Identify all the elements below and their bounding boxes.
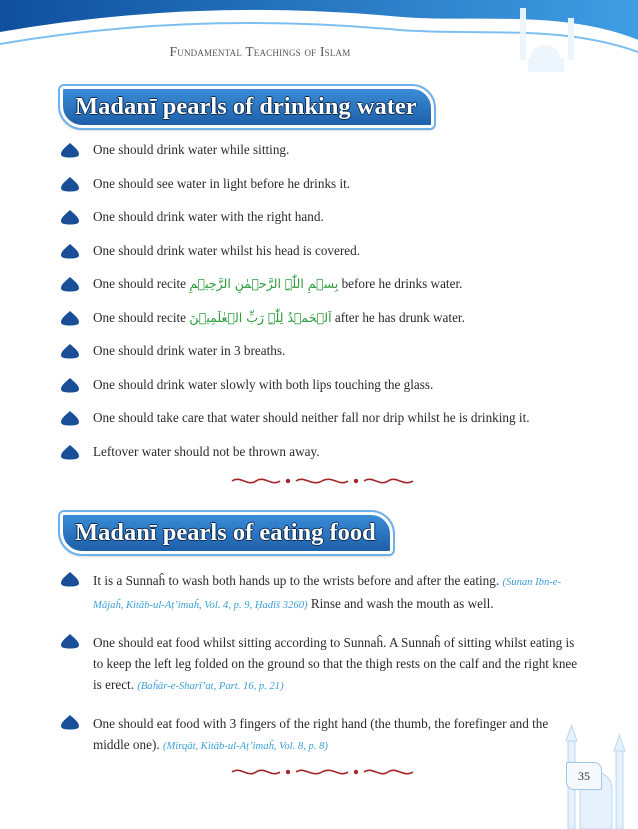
- section-heading-eating-food: Madanī pearls of eating food: [60, 512, 393, 554]
- list-item-text: It is a Sunnaĥ to wash both hands up to the wrists before and after the eating. (Sunan Ibn-e-Mājaĥ, Kitāb-ul-Aṭ’imaĥ, Vol. 4, p. 9, Ḥadīš 3260) Rinse and wash the mouth as well.: [93, 573, 561, 611]
- teardrop-bullet-icon: [60, 342, 93, 364]
- list-item: [60, 208, 580, 242]
- list-item-text: One should eat food with 3 fingers of the right hand (the thumb, the forefinger and the middle one). (Mirqāt, Kitāb-ul-Aṭ’imaĥ, Vol. 8, p. 8): [93, 716, 549, 752]
- teardrop-bullet-icon: [60, 570, 93, 593]
- list-item: [60, 342, 580, 376]
- list-item-text: One should eat food whilst sitting according to Sunnaĥ. A Sunnaĥ of sitting whilst eating is to keep the left leg folded on the ground so that the thigh rests on the calf and the right knee is erect. (Baĥār-e-Sharī’at, Part. 16, p. 21): [93, 635, 578, 692]
- list-item: [60, 275, 580, 309]
- ornament-divider: [230, 474, 415, 488]
- list-item-text: One should drink water while sitting.: [93, 142, 290, 157]
- ornament-divider: [230, 765, 415, 779]
- list-item: [60, 409, 580, 443]
- teardrop-bullet-icon: [60, 409, 93, 431]
- teardrop-bullet-icon: [60, 175, 93, 197]
- teardrop-bullet-icon: [60, 275, 93, 297]
- section-heading-drinking-water: Madanī pearls of drinking water: [60, 86, 434, 128]
- list-item: [60, 713, 580, 757]
- list-item: [60, 242, 580, 276]
- arabic-basmala: بِسۡمِ اللّٰہِ الرَّحۡمٰنِ الرَّحِیۡمِ: [189, 276, 339, 291]
- list-item: [60, 443, 580, 477]
- running-head: Fundamental Teachings of Islam: [169, 44, 351, 59]
- list-item-text: One should take care that water should neither fall nor drip whilst he is drinking it.: [93, 410, 530, 425]
- list-item-text: One should drink water in 3 breaths.: [93, 343, 286, 358]
- eating-food-list: [60, 570, 580, 757]
- teardrop-bullet-icon: [60, 208, 93, 230]
- teardrop-bullet-icon: [60, 443, 93, 465]
- teardrop-bullet-icon: [60, 632, 93, 655]
- list-item-text: One should drink water with the right hand.: [93, 209, 324, 224]
- teardrop-bullet-icon: [60, 713, 93, 736]
- list-item: [60, 570, 580, 616]
- drinking-water-list: [60, 141, 580, 476]
- teardrop-bullet-icon: [60, 309, 93, 331]
- citation: (Mirqāt, Kitāb-ul-Aṭ’imaĥ, Vol. 8, p. 8): [162, 741, 328, 752]
- teardrop-bullet-icon: [60, 141, 93, 163]
- list-item: [60, 376, 580, 410]
- arabic-hamd: اَلۡحَمۡدُ لِلّٰہِ رَبِّ الۡعٰلَمِیۡنَ: [189, 309, 332, 325]
- list-item: [60, 141, 580, 175]
- teardrop-bullet-icon: [60, 376, 93, 398]
- citation: (Sunan Ibn-e-Mājaĥ, Kitāb-ul-Aṭ’imaĥ, Vol. 4, p. 9, Ḥadīš 3260): [93, 577, 561, 611]
- teardrop-bullet-icon: [60, 242, 93, 264]
- list-item-text: One should see water in light before he drinks it.: [93, 175, 351, 191]
- list-item-text: One should recite اَلۡحَمۡدُ لِلّٰہِ رَبِّ الۡعٰلَمِیۡنَ after he has drunk water.: [93, 309, 465, 325]
- citation: (Baĥār-e-Sharī’at, Part. 16, p. 21): [137, 681, 284, 692]
- list-item-text: Leftover water should not be thrown away.: [93, 443, 320, 459]
- list-item: [60, 632, 580, 697]
- list-item-text: One should drink water slowly with both lips touching the glass.: [93, 376, 434, 392]
- page-number: 35: [566, 762, 602, 790]
- list-item-text: One should recite بِسۡمِ اللّٰہِ الرَّحۡمٰنِ الرَّحِیۡمِ before he drinks water.: [93, 276, 463, 291]
- list-item-text: One should drink water whilst his head is covered.: [93, 242, 360, 258]
- list-item: [60, 309, 580, 343]
- list-item: [60, 175, 580, 209]
